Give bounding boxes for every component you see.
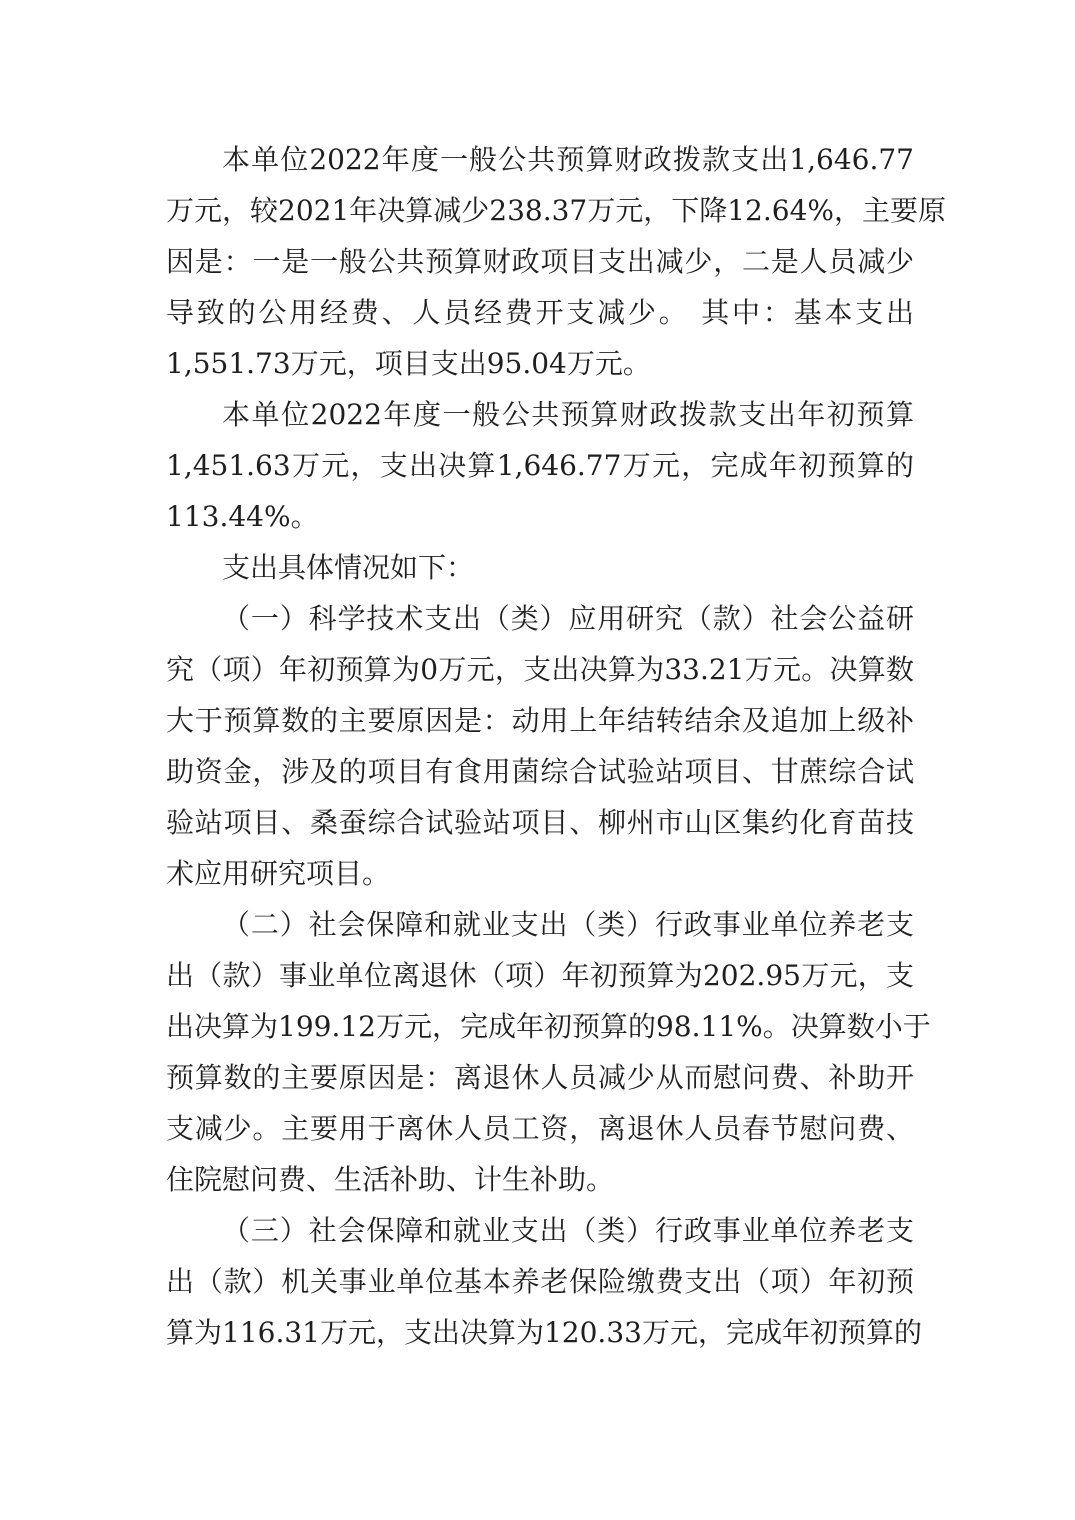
text-line: 本单位2022年度一般公共预算财政拨款支出年初预算: [222, 398, 914, 431]
text-line: 出（款）机关事业单位基本养老保险缴费支出（项）年初预: [166, 1265, 914, 1298]
text-line: 预算数的主要原因是：离退休人员减少从而慰问费、补助开: [166, 1061, 914, 1094]
text-line: 术应用研究项目。: [166, 857, 391, 890]
text-line: 113.44%。: [166, 500, 319, 533]
text-line: 万元，较2021年决算减少238.37万元，下降12.64%，主要原: [166, 194, 946, 227]
text-line: 大于预算数的主要原因是：动用上年结转结余及追加上级补: [166, 704, 914, 737]
text-line: 1,551.73万元，项目支出95.04万元。: [166, 347, 651, 380]
text-line: 出决算为199.12万元，完成年初预算的98.11%。决算数小于: [166, 1010, 931, 1043]
text-line: 导致的公用经费、人员经费开支减少。 其中：基本支出: [166, 296, 914, 329]
text-line: （二）社会保障和就业支出（类）行政事业单位养老支: [222, 908, 914, 941]
text-line: 算为116.31万元，支出决算为120.33万元，完成年初预算的: [166, 1316, 922, 1349]
text-line: 出（款）事业单位离退休（项）年初预算为202.95万元，支: [166, 959, 914, 992]
text-line: （三）社会保障和就业支出（类）行政事业单位养老支: [222, 1214, 914, 1247]
text-line: 支减少。主要用于离休人员工资，离退休人员春节慰问费、: [166, 1112, 914, 1145]
text-line: 究（项）年初预算为0万元，支出决算为33.21万元。决算数: [166, 653, 914, 686]
text-line: 住院慰问费、生活补助、计生补助。: [166, 1163, 615, 1196]
text-line: 本单位2022年度一般公共预算财政拨款支出1,646.77: [222, 143, 914, 176]
text-line: 支出具体情况如下：: [222, 551, 475, 584]
text-line: 验站项目、桑蚕综合试验站项目、柳州市山区集约化育苗技: [166, 806, 914, 839]
text-line: （一）科学技术支出（类）应用研究（款）社会公益研: [222, 602, 914, 635]
text-line: 1,451.63万元，支出决算1,646.77万元，完成年初预算的: [166, 449, 914, 482]
text-line: 助资金，涉及的项目有食用菌综合试验站项目、甘蔗综合试: [166, 755, 914, 788]
text-line: 因是：一是一般公共预算财政项目支出减少，二是人员减少: [166, 245, 914, 278]
